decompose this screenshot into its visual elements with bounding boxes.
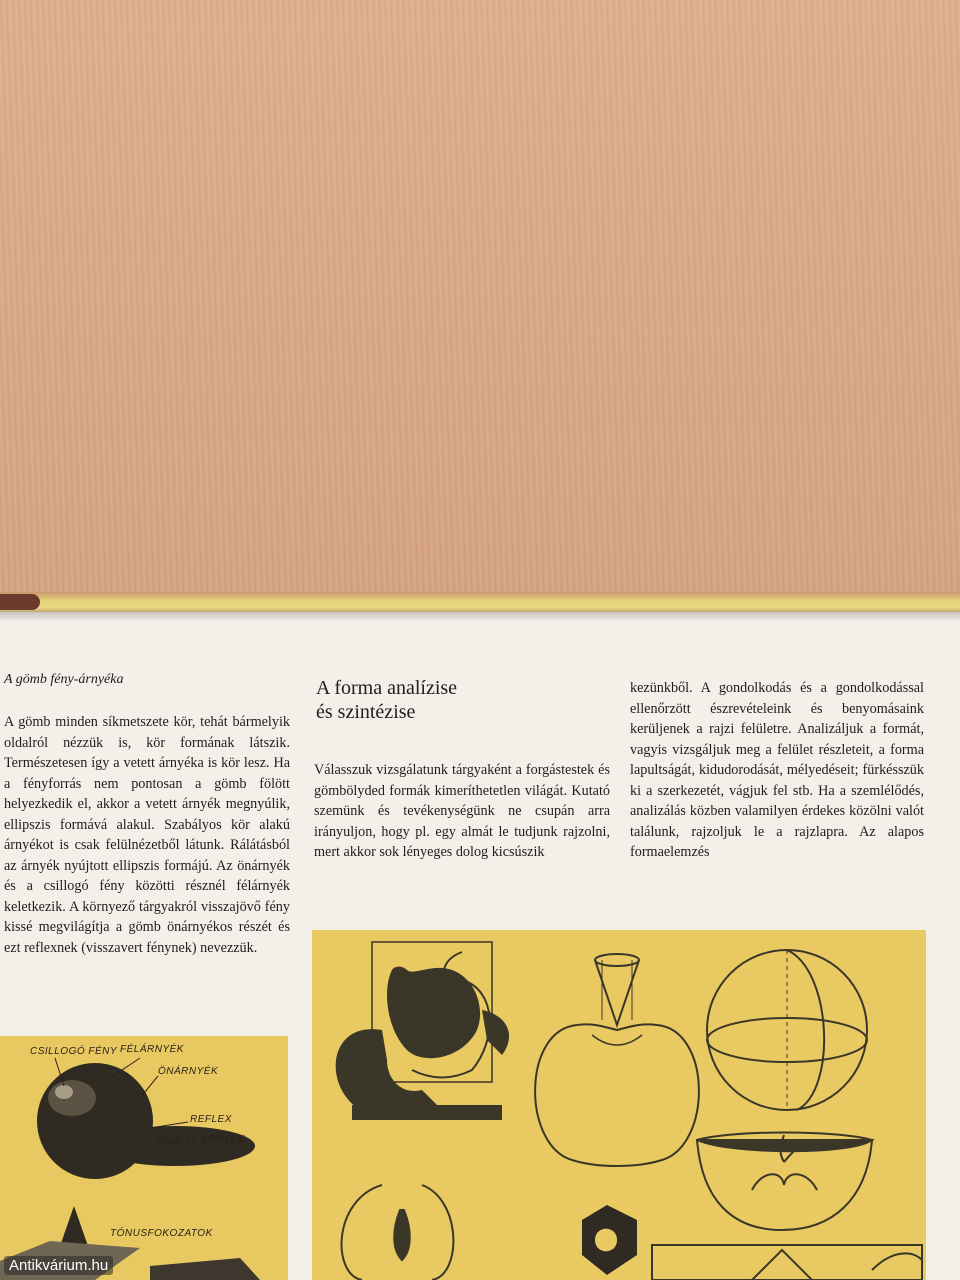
half-shadow-area [48,1080,96,1116]
highlight-spot [55,1085,73,1099]
apple-analysis-figure [312,930,926,1280]
apple-silhouette-sketch [336,942,509,1120]
sphere-construction-sketch [707,950,867,1110]
left-column-text: A gömb minden síkmetszete kör, tehát bármelyik oldalról nézzük is, kör formának látszik. Természetesen így a vetett árnyéka is kör lesz. Ha a fényforrás nem pontosan a gömb fölött helyezkedik el, akkor a vetett árnyék megnyúlik, ellipszis formává alakul. Szabályos kör alakú árnyékot is csak felülnézetből látunk. Rálátásból az árnyék nyújtott ellipszis formájú. Az önárnyék és a csillogó fény közötti résznél félárnyék keletkezik. A környező tárgyakról visszajövő fény kissé megvilágítja a gömb önárnyékos részét és ezt reflexnek (visszavert fénynek) nevezzük. [4,714,290,956]
cut-apple-sketch [697,1133,872,1231]
label-reflex: REFLEX [190,1114,232,1125]
section-heading [316,676,457,724]
label-cast-shadow: VETETT ÁRNYÉK [156,1134,245,1145]
page-shadow [0,612,960,622]
book-cover-surface [0,0,960,600]
heading-line-2: és szintézise [316,701,416,723]
watermark-logo: Antikvárium.hu [4,1256,113,1275]
label-highlight: CSILLOGÓ FÉNY [30,1046,118,1057]
label-line [140,1076,158,1098]
cone-shape [60,1206,88,1246]
bottom-right-sketch [652,1245,922,1280]
label-own-shadow: ÖNÁRNYÉK [158,1066,219,1077]
tone-block-shape [150,1258,260,1280]
sphere-shadow-drawing [0,1036,288,1280]
right-column-text: kezünkből. A gondolkodás és a gondolkodással ellenőrzött észrevételeink és benyomásaink kerüljenek a rajzi felületre. Analizáljuk a formát, vagyis vizsgáljuk meg a felület részleteit, a forma lapultságát, kidudorodását, mélyedéseit; fürkésszük ki a szerkezetét, vágjuk fel stb. Ha a szemlélődés, analizálás közben valamilyen érdekes közölni valót találunk, rajzoljuk le a rajzlapra. Az alapos formaelemzés [630,680,924,860]
label-half-shadow: FÉLÁRNYÉK [120,1044,184,1055]
cover-spine-edge [0,594,40,610]
apple-cross-section-sketch [342,1185,454,1280]
sphere-shadow-figure [0,1036,288,1280]
hexagon-core-sketch [582,1205,637,1275]
apple-sketches-drawing [312,930,926,1280]
heading-line-1: A forma analízise [316,677,458,699]
middle-column-text: Válasszuk vizsgálatunk tárgyaként a forgástestek és gömbölyded formák kimeríthetetlen világát. Kutató szemünk és tevékenységünk ne csupán arra irányuljon, hogy pl. egy almát le tudjunk rajzolni, mert akkor sok lényeges dolog kicsúszik [314,762,610,860]
sphere-shape [37,1063,153,1179]
figure-caption: A gömb fény-árnyéka [4,672,124,687]
page-edge-strip [0,592,960,614]
label-tones: TÓNUSFOKOZATOK [110,1228,213,1239]
apple-core-funnel-sketch [535,954,699,1166]
